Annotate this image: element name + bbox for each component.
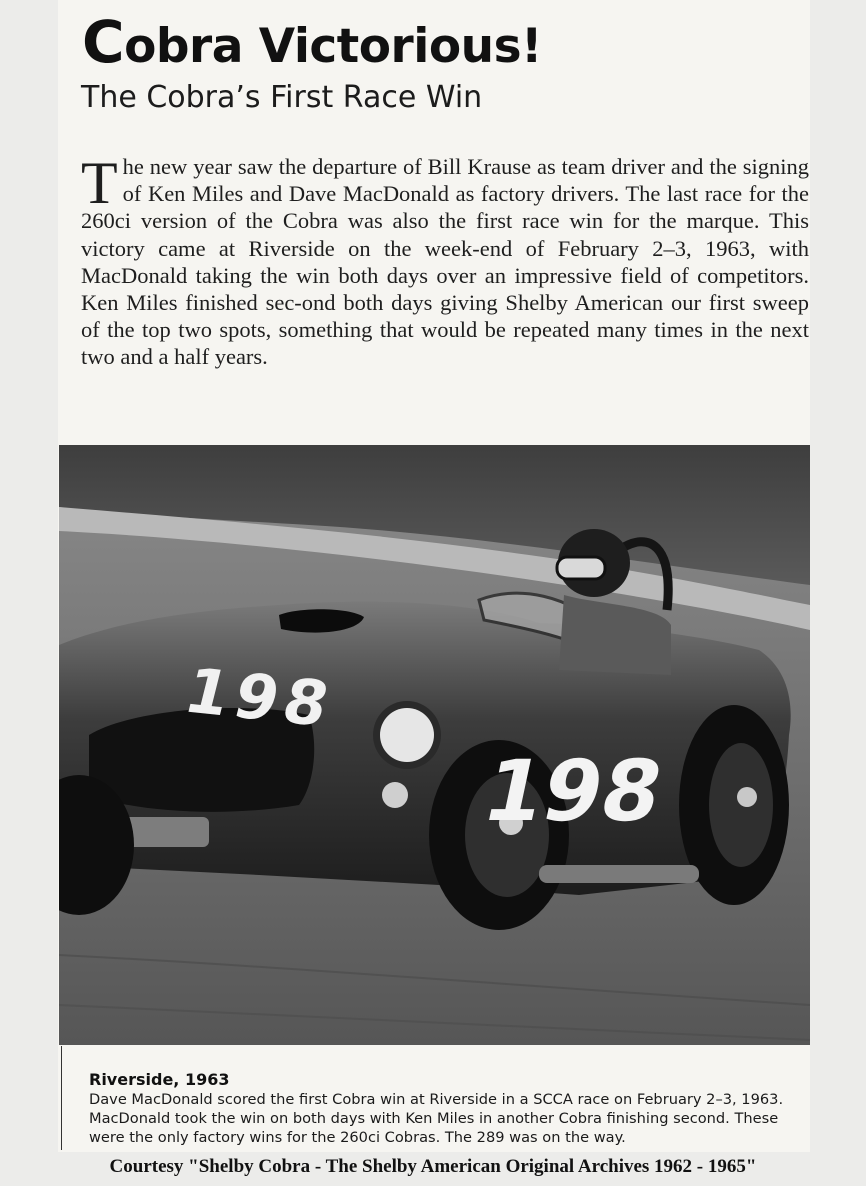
drop-cap: T — [81, 150, 118, 216]
page-title — [82, 8, 542, 76]
hood-number: 198 — [177, 654, 342, 742]
title-initial: C — [82, 8, 125, 76]
page-subtitle: The Cobra’s First Race Win — [81, 80, 483, 115]
caption-rule — [61, 1046, 62, 1150]
article-body — [81, 150, 809, 371]
race-photo — [59, 445, 810, 1045]
caption-text: Dave MacDonald scored the first Cobra win at Riverside in a SCCA race on February 2–3, 1963. MacDonald took the win on both days with Ken Miles in another Cobra finishing second. These were the only factory wins for the 260ci Cobras. The 289 was on the way. — [89, 1091, 784, 1146]
courtesy-credit: Courtesy "Shelby Cobra - The Shelby American Original Archives 1962 - 1965" — [109, 1156, 757, 1177]
article-body-text: he new year saw the departure of Bill Krause as team driver and the signing of Ken Miles and Dave MacDonald as factory drivers. The last race for the 260ci version of the Cobra was also the first race win for the marque. This victory came at Riverside on the week-end of February 2–3, 1963, with MacDonald taking the win both days over an impressive field of competitors. Ken Miles finished sec-ond both days giving Shelby American our first sweep of the top two spots, something that would be repeated many times in the next two and a half years. — [81, 154, 809, 370]
door-number: 198 — [474, 742, 672, 841]
caption-title: Riverside, 1963 — [89, 1070, 230, 1089]
title-rest: obra Victorious! — [124, 19, 542, 74]
